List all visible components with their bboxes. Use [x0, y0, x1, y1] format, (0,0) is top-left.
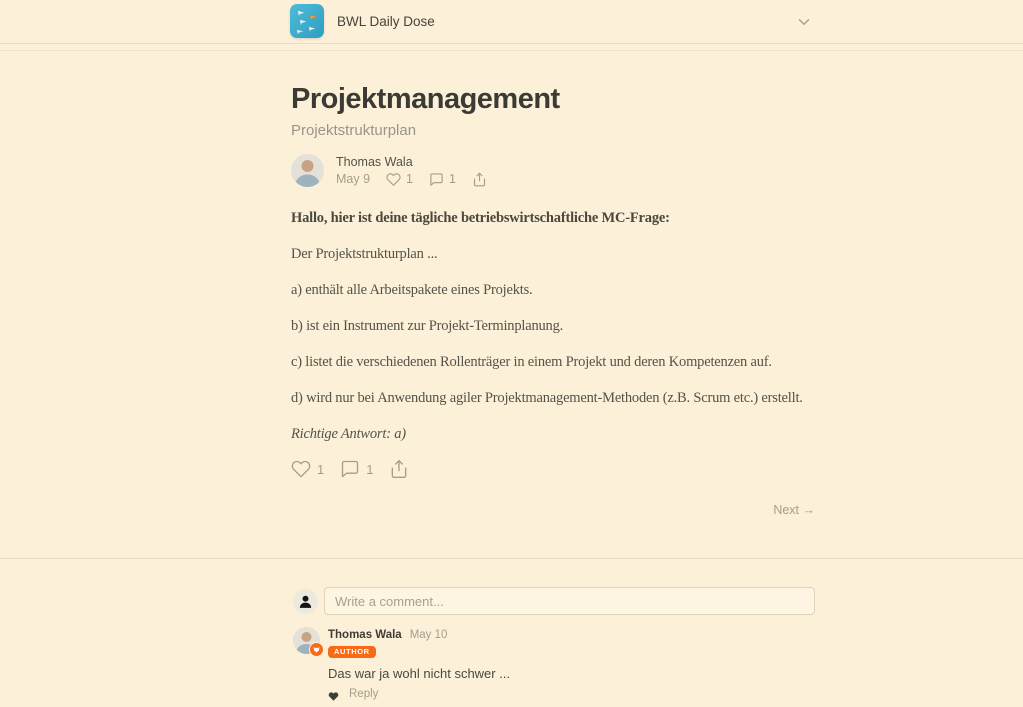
comment-item [293, 627, 817, 700]
paper-planes-icon [290, 4, 324, 38]
comment-input[interactable] [324, 587, 815, 615]
share-icon[interactable] [472, 172, 487, 187]
author-fox-badge-icon [309, 642, 324, 657]
post-body [291, 207, 815, 446]
publication-header [0, 0, 1023, 44]
comment-body [328, 627, 510, 700]
next-post-link[interactable]: Next → [773, 503, 815, 517]
post-column [291, 84, 815, 519]
publication-name[interactable]: BWL Daily Dose [337, 14, 435, 29]
post-paragraph: d) wird nur bei Anwendung agiler Projektmanagement-Methoden (z.B. Scrum etc.) erstellt. [291, 390, 803, 406]
author-name[interactable]: Thomas Wala [336, 154, 413, 169]
comments-count: 1 [366, 461, 374, 477]
heart-icon[interactable] [386, 172, 401, 187]
author-byline [291, 154, 815, 187]
chevron-down-icon[interactable] [795, 13, 813, 31]
author-badge: AUTHOR [328, 646, 376, 658]
person-silhouette-icon [297, 593, 314, 610]
post-paragraph: b) ist ein Instrument zur Projekt-Terminplanung. [291, 318, 564, 334]
post-paragraph: Der Projektstrukturplan ... [291, 246, 438, 262]
post-date: May 9 [336, 172, 371, 186]
post-paragraph: Hallo, hier ist deine tägliche betriebswirtschaftliche MC-Frage: [291, 210, 670, 226]
post-paragraph: a) enthält alle Arbeitspakete eines Projekts. [291, 282, 533, 298]
likes-count: 1 [406, 172, 413, 186]
viewer-avatar [293, 589, 318, 614]
post-meta-row [336, 172, 487, 187]
comment-bubble-icon[interactable] [429, 172, 444, 187]
share-icon[interactable] [389, 459, 409, 479]
commenter-name[interactable]: Thomas Wala [328, 629, 402, 641]
author-info [336, 155, 487, 187]
likes-count: 1 [317, 461, 325, 477]
content-top-divider [0, 50, 1023, 51]
heart-filled-icon[interactable] [328, 689, 339, 700]
comments-count: 1 [449, 172, 456, 186]
comment-text: Das war ja wohl nicht schwer ... [328, 666, 511, 681]
post-actions-row [291, 459, 815, 479]
author-avatar[interactable] [291, 154, 324, 187]
post-title: Projektmanagement [291, 83, 560, 115]
post-pagination [291, 501, 815, 519]
comments-section-divider [0, 558, 1023, 559]
avatar-photo [291, 154, 324, 187]
post-answer-line: Richtige Antwort: a) [291, 426, 406, 442]
comment-header [328, 629, 510, 641]
comment-bubble-icon[interactable] [340, 459, 360, 479]
comment-actions [328, 688, 510, 700]
publication-logo-icon[interactable] [290, 4, 324, 38]
fox-face-icon [312, 645, 321, 654]
post-subtitle: Projektstrukturplan [291, 122, 417, 139]
comment-date: May 10 [409, 629, 448, 641]
comment-composer [293, 587, 815, 615]
commenter-avatar[interactable] [293, 627, 320, 654]
post-paragraph: c) listet die verschiedenen Rollenträger in einem Projekt und deren Kompetenzen auf. [291, 354, 772, 370]
reply-button[interactable]: Reply [349, 688, 379, 700]
heart-icon[interactable] [291, 459, 311, 479]
